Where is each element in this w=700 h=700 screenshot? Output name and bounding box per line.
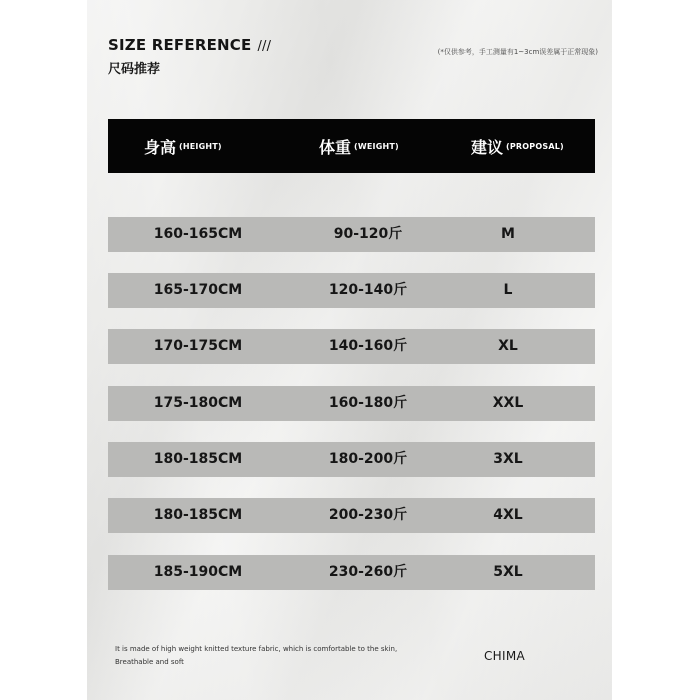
table-header: [108, 119, 595, 173]
table-row: [108, 329, 595, 364]
weight-cell: 200-230斤: [328, 507, 408, 523]
fabric-description-line-2: Breathable and soft: [115, 658, 184, 666]
page-subtitle: 尺码推荐: [108, 62, 161, 77]
measurement-note: (*仅供参考，手工测量有1~3cm误差属于正常现象): [437, 48, 598, 56]
table-row: [108, 442, 595, 477]
brand-name: CHIMA: [483, 649, 525, 663]
column-header-height: [144, 119, 222, 173]
table-row: [108, 273, 595, 308]
height-cell: 160-165CM: [153, 226, 243, 242]
column-header-weight: [319, 119, 399, 173]
page-title: [108, 36, 271, 54]
size-cell: 4XL: [493, 507, 523, 523]
title-english: SIZE REFERENCE: [108, 36, 252, 54]
size-cell: 3XL: [493, 451, 523, 467]
column-header-weight-en: (WEIGHT): [354, 141, 399, 151]
table-row: [108, 498, 595, 533]
table-row: [108, 217, 595, 252]
weight-cell: 90-120斤: [333, 226, 403, 242]
height-cell: 185-190CM: [153, 564, 243, 580]
fabric-description-line-1: It is made of high weight knitted texture fabric, which is comfortable to the skin,: [115, 645, 398, 653]
size-cell: M: [501, 226, 515, 242]
table-row: [108, 386, 595, 421]
column-header-weight-cn: 体重: [319, 137, 352, 157]
column-header-proposal: [471, 119, 564, 173]
weight-cell: 180-200斤: [328, 451, 408, 467]
height-cell: 165-170CM: [153, 282, 243, 298]
size-cell: L: [503, 282, 513, 298]
size-cell: XXL: [492, 395, 524, 411]
fabric-description: [115, 643, 445, 669]
height-cell: 180-185CM: [153, 507, 243, 523]
size-cell: XL: [498, 338, 518, 354]
weight-cell: 120-140斤: [328, 282, 408, 298]
size-cell: 5XL: [493, 564, 523, 580]
column-header-proposal-cn: 建议: [471, 137, 504, 157]
table-row: [108, 555, 595, 590]
column-header-proposal-en: (PROPOSAL): [506, 141, 564, 151]
height-cell: 175-180CM: [153, 395, 243, 411]
column-header-height-en: (HEIGHT): [179, 141, 222, 151]
weight-cell: 140-160斤: [328, 338, 408, 354]
weight-cell: 230-260斤: [328, 564, 408, 580]
height-cell: 170-175CM: [153, 338, 243, 354]
weight-cell: 160-180斤: [328, 395, 408, 411]
column-header-height-cn: 身高: [144, 137, 177, 157]
height-cell: 180-185CM: [153, 451, 243, 467]
title-slash: ///: [257, 39, 272, 54]
size-chart-card: [87, 0, 612, 700]
